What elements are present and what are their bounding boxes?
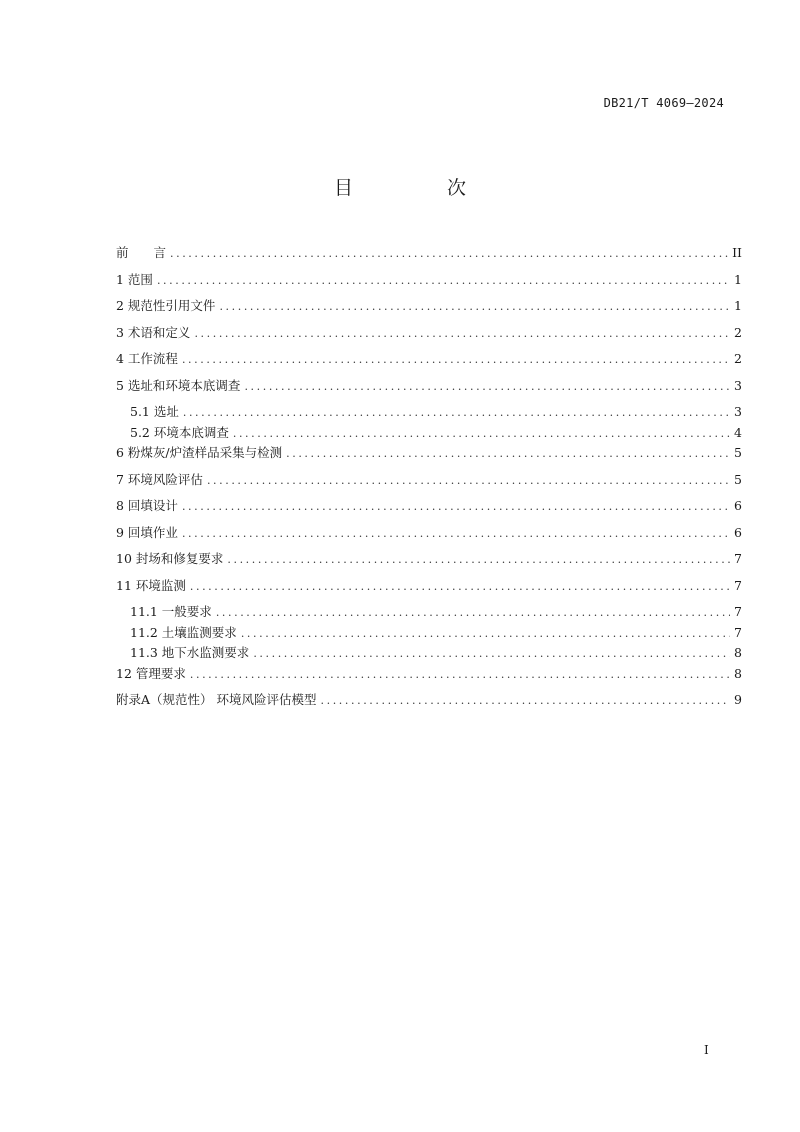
toc-entry[interactable] [116, 349, 742, 376]
toc-entry-label: 1 范围 [116, 271, 153, 287]
toc-entry[interactable] [116, 243, 742, 270]
toc-leader-dots [182, 527, 730, 540]
toc-entry-label: 11.1 一般要求 [130, 604, 212, 619]
toc-entry-page: 6 [734, 498, 742, 513]
toc-entry[interactable] [116, 690, 742, 717]
toc-entry[interactable] [116, 576, 742, 603]
toc-leader-dots [190, 668, 730, 681]
page-title: 目 次 [333, 177, 511, 199]
toc-entry-page: 7 [734, 551, 742, 566]
toc-entry-label: 8 回填设计 [116, 498, 178, 513]
toc-subentry[interactable] [116, 623, 742, 644]
toc-entry-label: 前 言 [116, 245, 167, 260]
toc-leader-dots [286, 447, 730, 460]
page-number: I [704, 1043, 709, 1057]
toc-entry-label: 6 粉煤灰/炉渣样品采集与检测 [116, 445, 283, 460]
toc-entry-label: 4 工作流程 [116, 351, 178, 366]
toc-entry[interactable] [116, 496, 742, 523]
toc-entry-page: 9 [734, 692, 742, 707]
toc-entry-label: 11.2 土壤监测要求 [130, 624, 237, 640]
toc-entry-page: 1 [734, 271, 742, 287]
toc-entry-page: 2 [734, 351, 742, 366]
toc-entry-page: 7 [734, 577, 742, 593]
toc-leader-dots [219, 300, 730, 313]
toc-entry-page: 4 [734, 424, 742, 440]
table-of-contents [116, 243, 742, 717]
document-code: DB21/T 4069—2024 [603, 96, 724, 110]
toc-entry-page: II [732, 245, 742, 260]
toc-leader-dots [253, 647, 730, 660]
toc-entry-page: 5 [734, 471, 742, 487]
toc-entry[interactable] [116, 470, 742, 497]
toc-entry[interactable] [116, 523, 742, 550]
toc-leader-dots [183, 406, 730, 419]
toc-entry[interactable] [116, 270, 742, 297]
toc-entry[interactable] [116, 664, 742, 691]
toc-leader-dots [244, 380, 730, 393]
toc-entry[interactable] [116, 296, 742, 323]
toc-entry-label: 12 管理要求 [116, 665, 186, 681]
toc-entry-page: 3 [734, 404, 742, 419]
toc-leader-dots [227, 553, 730, 566]
toc-leader-dots [182, 500, 730, 513]
toc-entry-page: 8 [734, 645, 742, 660]
toc-leader-dots [182, 353, 730, 366]
toc-leader-dots [170, 247, 728, 260]
toc-leader-dots [190, 580, 730, 593]
toc-entry-label: 7 环境风险评估 [116, 471, 203, 487]
toc-leader-dots [216, 606, 730, 619]
toc-entry-page: 7 [734, 624, 742, 640]
toc-subentry[interactable] [116, 643, 742, 664]
toc-entry-label: 附录A（规范性） 环境风险评估模型 [116, 692, 317, 707]
toc-leader-dots [321, 694, 730, 707]
toc-entry[interactable] [116, 376, 742, 403]
toc-entry-label: 5.2 环境本底调查 [130, 424, 229, 440]
toc-leader-dots [207, 474, 730, 487]
toc-entry-page: 7 [734, 604, 742, 619]
toc-leader-dots [233, 427, 730, 440]
toc-subentry[interactable] [116, 423, 742, 444]
toc-leader-dots [194, 327, 730, 340]
toc-entry-label: 5.1 选址 [130, 404, 179, 419]
toc-entry-page: 6 [734, 524, 742, 540]
toc-entry-label: 10 封场和修复要求 [116, 551, 224, 566]
toc-entry-label: 9 回填作业 [116, 524, 178, 540]
toc-entry-page: 5 [734, 445, 742, 460]
toc-entry[interactable] [116, 549, 742, 576]
toc-leader-dots [241, 627, 730, 640]
toc-entry-page: 3 [734, 377, 742, 393]
toc-entry-page: 1 [734, 298, 742, 313]
toc-subentry[interactable] [116, 602, 742, 623]
toc-entry-label: 2 规范性引用文件 [116, 298, 216, 313]
toc-entry-page: 8 [734, 665, 742, 681]
toc-entry[interactable] [116, 323, 742, 350]
toc-entry-label: 11 环境监测 [116, 577, 186, 593]
toc-entry-label: 11.3 地下水监测要求 [130, 645, 250, 660]
toc-entry-label: 5 选址和环境本底调查 [116, 377, 241, 393]
toc-entry[interactable] [116, 443, 742, 470]
toc-entry-page: 2 [734, 324, 742, 340]
toc-leader-dots [157, 274, 730, 287]
toc-subentry[interactable] [116, 402, 742, 423]
toc-entry-label: 3 术语和定义 [116, 324, 191, 340]
